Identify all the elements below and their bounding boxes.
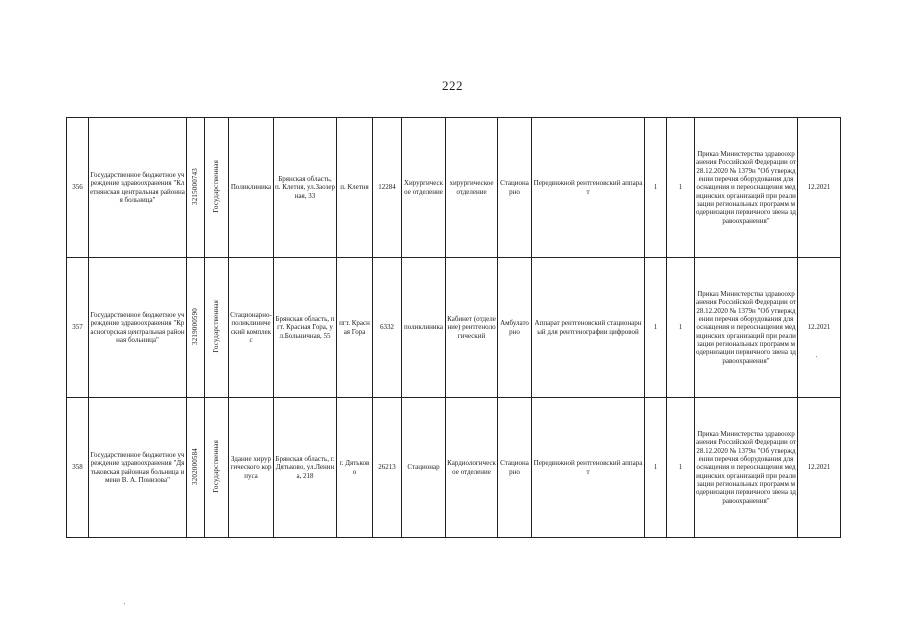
row-number: 358	[67, 398, 89, 538]
address: Брянская область, пгт. Красная Гора, ул.Больничная, 55	[274, 258, 337, 398]
care-conditions: Стационарно	[498, 118, 532, 258]
care-conditions: Амбулаторно	[498, 258, 532, 398]
quantity-planned: 1	[645, 258, 667, 398]
unit: хирургическое отделение	[446, 118, 498, 258]
population: 6332	[373, 258, 402, 398]
organization-code: 3219000590	[191, 307, 200, 345]
completion-date: 12.2021	[798, 398, 841, 538]
table-row	[67, 398, 841, 538]
ownership-type: Государственная	[212, 439, 221, 493]
population: 12284	[373, 118, 402, 258]
organization-code: 3202000584	[191, 447, 200, 485]
organization-name: Государственное бюджетное учреждение здравоохранения "Клетнянская центральная районная больница"	[89, 118, 187, 258]
register-table	[66, 117, 841, 538]
page-number: 222	[442, 78, 463, 93]
organization-code-cell	[187, 118, 205, 258]
row-number: 356	[67, 118, 89, 258]
building-name: Поликлиника	[229, 118, 274, 258]
equipment-name: Передвижной рентгеновский аппарат	[532, 398, 645, 538]
address: Брянская область, п. Клетня, ул.Заозерная, 33	[274, 118, 337, 258]
table-row	[67, 118, 841, 258]
scan-speck	[816, 356, 817, 357]
scan-speck	[124, 603, 125, 604]
quantity-total: 1	[667, 258, 695, 398]
legal-basis: Приказ Министерства здравоохранения Российской Федерации от 28.12.2020 № 1379н "Об утверждении перечня оборудования для оснащения и переоснащения медицинских организаций при реализации региональных программ модернизации первичного звена здравоохранения"	[695, 118, 798, 258]
completion-date: 12.2021	[798, 118, 841, 258]
organization-code-cell	[187, 258, 205, 398]
equipment-name: Передвижной рентгеновский аппарат	[532, 118, 645, 258]
quantity-planned: 1	[645, 118, 667, 258]
organization-code-cell	[187, 398, 205, 538]
ownership-type: Государственная	[212, 299, 221, 353]
quantity-total: 1	[667, 398, 695, 538]
row-number: 357	[67, 258, 89, 398]
locality: п. Клетня	[337, 118, 373, 258]
locality: г. Дятьково	[337, 398, 373, 538]
quantity-planned: 1	[645, 398, 667, 538]
quantity-total: 1	[667, 118, 695, 258]
department: Хирургическое отделение	[402, 118, 446, 258]
ownership-cell	[205, 258, 229, 398]
organization-name: Государственное бюджетное учреждение здравоохранения "Красногорская центральная районная больница"	[89, 258, 187, 398]
unit: Кабинет (отделение) рентгенологический	[446, 258, 498, 398]
ownership-cell	[205, 118, 229, 258]
organization-name: Государственное бюджетное учреждение здравоохранения "Дятьковская районная больница имени В. А. Понизова"	[89, 398, 187, 538]
ownership-type: Государственная	[212, 159, 221, 213]
register-body	[67, 118, 841, 538]
department: поликлиника	[402, 258, 446, 398]
completion-date: 12.2021	[798, 258, 841, 398]
legal-basis: Приказ Министерства здравоохранения Российской Федерации от 28.12.2020 № 1379н "Об утверждении перечня оборудования для оснащения и переоснащения медицинских организаций при реализации региональных программ модернизации первичного звена здравоохранения"	[695, 398, 798, 538]
department: Стационар	[402, 398, 446, 538]
population: 26213	[373, 398, 402, 538]
legal-basis: Приказ Министерства здравоохранения Российской Федерации от 28.12.2020 № 1379н "Об утверждении перечня оборудования для оснащения и переоснащения медицинских организаций при реализации региональных программ модернизации первичного звена здравоохранения"	[695, 258, 798, 398]
organization-code: 3215000743	[191, 167, 200, 205]
unit: Кардиологическое отделение	[446, 398, 498, 538]
building-name: Стационарно-поликлинический комплекс	[229, 258, 274, 398]
ownership-cell	[205, 398, 229, 538]
equipment-name: Аппарат рентгеновский стационарный для рентгенографии цифровой	[532, 258, 645, 398]
care-conditions: Стационарно	[498, 398, 532, 538]
locality: пгт. Красная Гора	[337, 258, 373, 398]
building-name: Здание хирургического корпуса	[229, 398, 274, 538]
table-row	[67, 258, 841, 398]
address: Брянская область, г. Дятьково, ул.Ленина, 218	[274, 398, 337, 538]
